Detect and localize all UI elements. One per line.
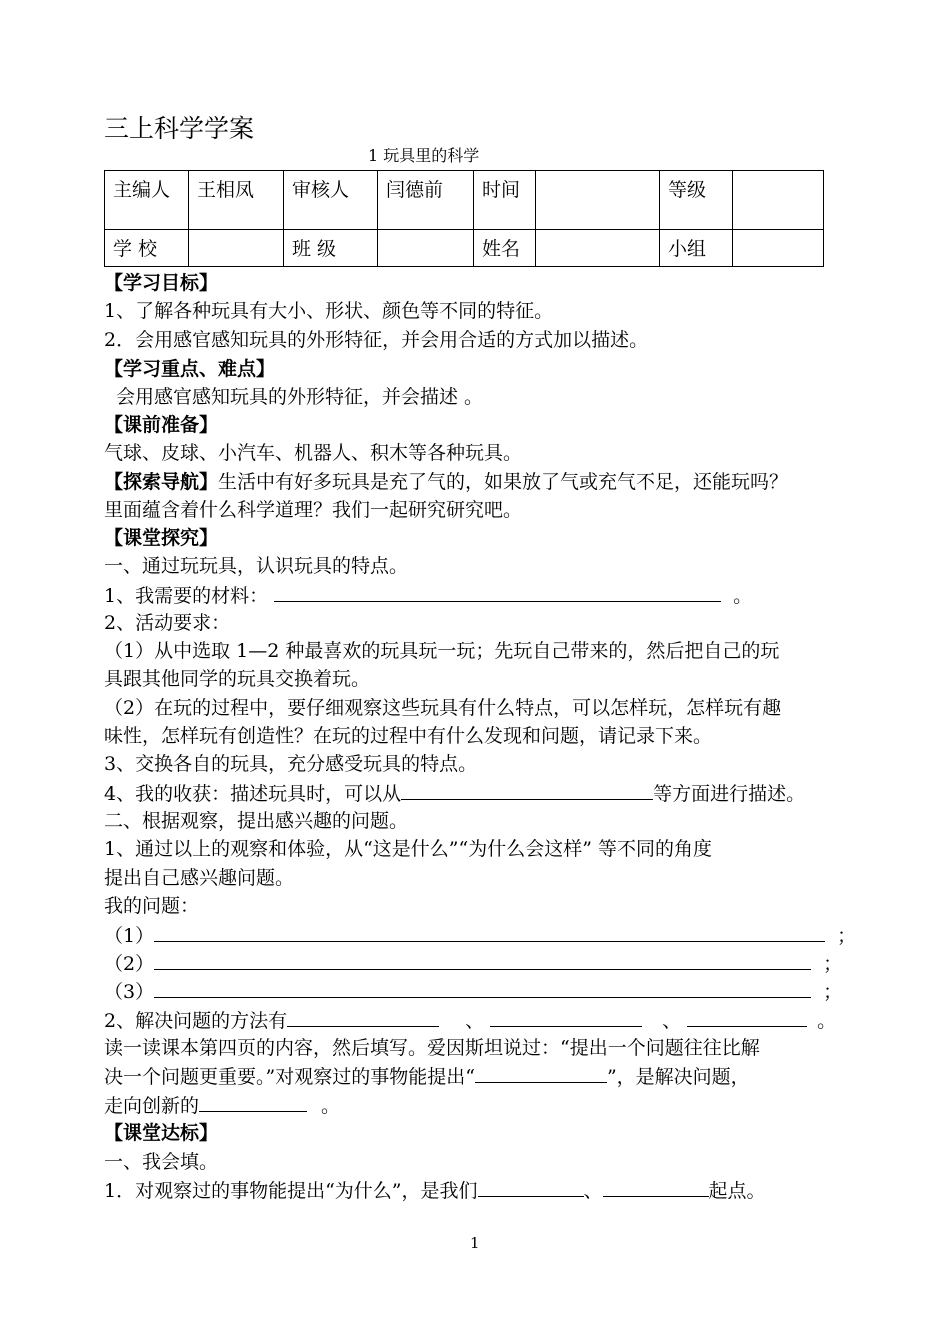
separator: 、 — [583, 1180, 603, 1202]
cell-value[interactable] — [536, 230, 660, 267]
section-explore-heading: 【课堂探究】 — [104, 527, 219, 549]
reading-line-2 — [104, 1091, 340, 1120]
test-question-1 — [104, 1176, 766, 1205]
semicolon: ； — [837, 925, 857, 947]
test-blank[interactable] — [478, 1176, 584, 1197]
reading-text: 读一读课本第四页的内容，然后填写。爱因斯坦说过：“提出一个问题往往比解 — [104, 1037, 760, 1059]
cell-value[interactable] — [733, 171, 824, 230]
section-prep-heading: 【课前准备】 — [104, 414, 219, 436]
cell-label: 审核人 — [284, 171, 378, 230]
separator: 、 — [465, 1010, 485, 1032]
prep-text: 气球、皮球、小汽车、机器人、积木等各种玩具。 — [104, 442, 523, 464]
separator: 、 — [662, 1010, 682, 1032]
page-number: 1 — [470, 1234, 480, 1252]
test-q1-text: 1．对观察过的事物能提出“为什么”，是我们 — [104, 1180, 478, 1202]
reading-blank[interactable] — [199, 1091, 307, 1112]
info-table — [104, 170, 824, 267]
question-number: （2） — [104, 953, 155, 975]
info-row — [105, 171, 824, 230]
question-line — [104, 949, 842, 978]
info-row — [105, 230, 824, 267]
reading-line — [104, 1062, 750, 1091]
lesson-title: 1 玩具里的科学 — [368, 146, 480, 165]
nav-text-cont: 里面蕴含着什么科学道理？我们一起研究研究吧。 — [104, 499, 523, 521]
method-blank[interactable] — [687, 1006, 807, 1027]
cell-label: 小组 — [660, 230, 733, 267]
harvest-line — [104, 779, 805, 808]
semicolon: ； — [823, 981, 843, 1003]
method-blank[interactable] — [287, 1006, 439, 1027]
harvest-tail: 等方面进行描述。 — [653, 783, 806, 805]
exchange-item: 3、交换各自的玩具，充分感受玩具的特点。 — [104, 753, 478, 775]
nav-line — [104, 468, 788, 496]
materials-label: 1、我需要的材料： — [104, 585, 269, 607]
method-blank[interactable] — [490, 1006, 642, 1027]
question-line — [104, 921, 856, 950]
section-key-heading: 【学习重点、难点】 — [104, 358, 276, 380]
harvest-blank[interactable] — [401, 779, 653, 800]
requirement-1: （1）从中选取 1—2 种最喜欢的玩具玩一玩；先玩自己带来的，然后把自己的玩 — [104, 640, 780, 662]
harvest-label: 4、我的收获：描述玩具时，可以从 — [104, 783, 402, 805]
goal-item: 1、了解各种玩具有大小、形状、颜色等不同的特征。 — [104, 300, 554, 322]
test-heading: 一、我会填。 — [104, 1151, 219, 1173]
cell-value: 王相凤 — [189, 171, 284, 230]
cell-value[interactable] — [536, 171, 660, 230]
part2-item1: 1、通过以上的观察和体验，从“这是什么”“为什么会这样” 等不同的角度 — [104, 838, 712, 860]
methods-label: 2、解决问题的方法有 — [104, 1010, 288, 1032]
question-number: （3） — [104, 981, 155, 1003]
methods-line — [104, 1006, 836, 1035]
cell-label: 时间 — [474, 171, 536, 230]
section-nav-heading: 【探索导航】 — [104, 471, 219, 493]
key-text: 会用感官感知玩具的外形特征，并会描述 。 — [116, 386, 484, 408]
materials-line — [104, 581, 752, 610]
cell-label: 等级 — [660, 171, 733, 230]
nav-text: 生活中有好多玩具是充了气的，如果放了气或充气不足，还能玩吗？ — [218, 471, 789, 493]
question-blank[interactable] — [154, 977, 811, 998]
cell-label: 主编人 — [105, 171, 189, 230]
cell-value: 闫德前 — [378, 171, 474, 230]
cell-label: 班 级 — [284, 230, 378, 267]
requirement-1-cont: 具跟其他同学的玩具交换着玩。 — [104, 668, 371, 690]
question-line — [104, 977, 842, 1006]
period-mark: 。 — [733, 585, 753, 607]
materials-blank[interactable] — [274, 581, 721, 602]
requirement-2: （2）在玩的过程中，要仔细观察这些玩具有什么特点，可以怎样玩，怎样玩有趣 — [104, 697, 782, 719]
reading-text-b: ”，是解决问题， — [606, 1066, 750, 1088]
doc-title: 三上科学学案 — [104, 114, 255, 143]
part2-heading: 二、根据观察，提出感兴趣的问题。 — [104, 810, 409, 832]
reading-blank[interactable] — [475, 1062, 607, 1083]
reading-text-a: 决一个问题更重要。”对观察过的事物能提出“ — [104, 1066, 475, 1088]
period-mark: 。 — [817, 1010, 837, 1032]
requirement-2-cont: 味性，怎样玩有创造性？在玩的过程中有什么发现和问题，请记录下来。 — [104, 725, 713, 747]
cell-value[interactable] — [189, 230, 284, 267]
part1-heading: 一、通过玩玩具，认识玩具的特点。 — [104, 555, 409, 577]
test-blank[interactable] — [603, 1176, 709, 1197]
my-questions-label: 我的问题： — [104, 895, 200, 917]
goal-item: 2．会用感官感知玩具的外形特征，并会用合适的方式加以描述。 — [104, 329, 649, 351]
semicolon: ； — [823, 953, 843, 975]
test-q1-tail: 起点。 — [708, 1180, 766, 1202]
cell-label: 学 校 — [105, 230, 189, 267]
question-blank[interactable] — [154, 921, 825, 942]
cell-value[interactable] — [733, 230, 824, 267]
question-blank[interactable] — [154, 949, 811, 970]
cell-label: 姓名 — [474, 230, 536, 267]
period-mark: 。 — [321, 1095, 341, 1117]
activity-label: 2、活动要求： — [104, 612, 231, 634]
section-test-heading: 【课堂达标】 — [104, 1122, 219, 1144]
cell-value[interactable] — [378, 230, 474, 267]
part2-item1-cont: 提出自己感兴趣问题。 — [104, 867, 295, 889]
question-number: （1） — [104, 925, 155, 947]
reading-text-c: 走向创新的 — [104, 1095, 200, 1117]
section-goals-heading: 【学习目标】 — [104, 272, 219, 294]
